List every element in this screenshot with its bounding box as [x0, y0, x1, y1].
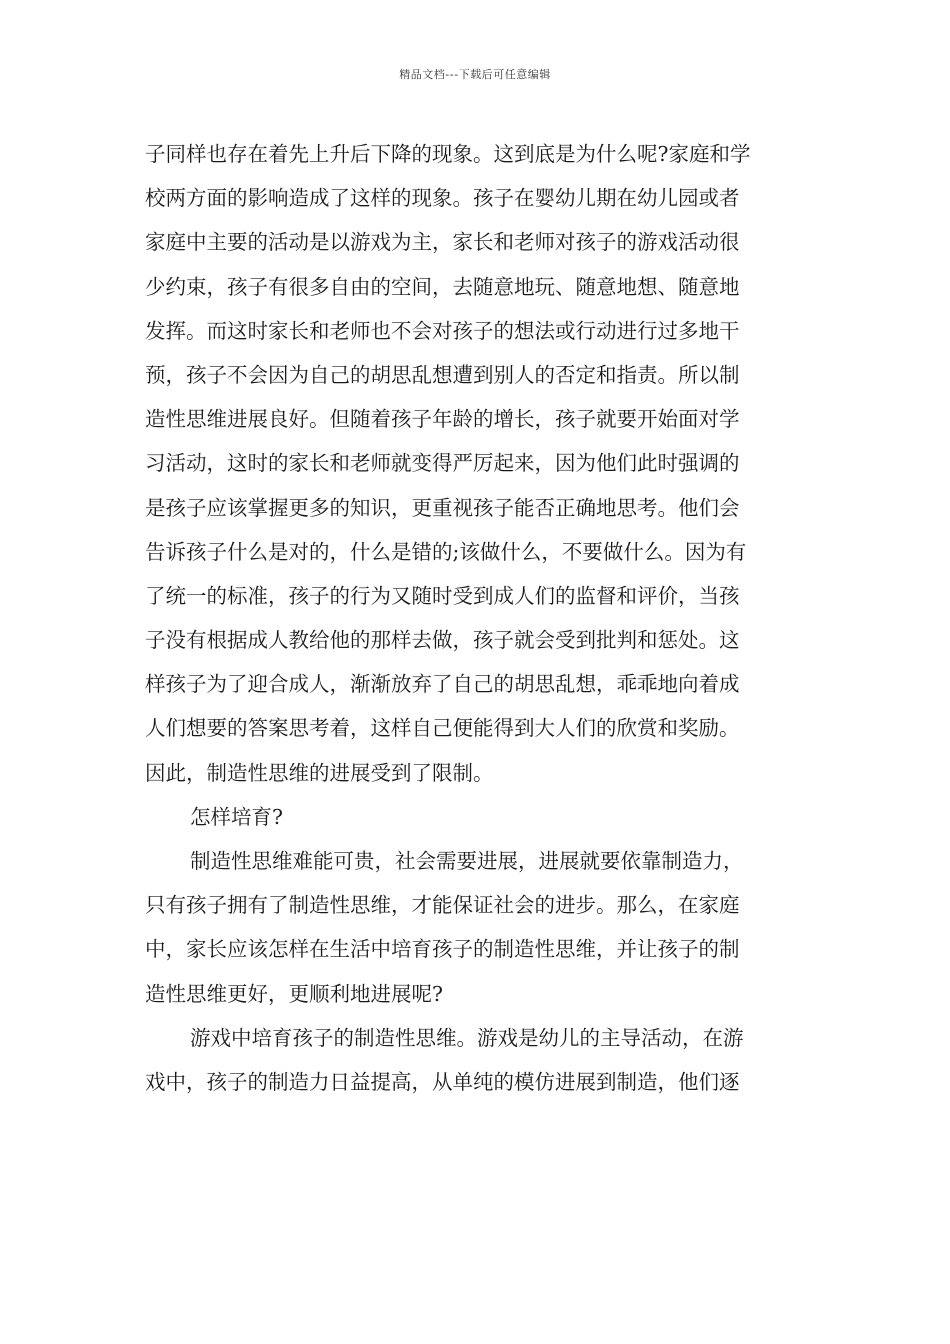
text-line: 了统一的标准，孩子的行为又随时受到成人们的监督和评价，当孩	[145, 583, 740, 608]
text-line: 校两方面的影响造成了这样的现象。孩子在婴幼儿期在幼儿园或者	[145, 186, 740, 211]
text-line: 游戏中培育孩子的制造性思维。游戏是幼儿的主导活动，在游	[190, 1025, 744, 1050]
text-line: 习活动，这时的家长和老师就变得严厉起来，因为他们此时强调的	[145, 451, 740, 476]
text-line: 造性思维更好，更顺利地进展呢?	[145, 981, 443, 1006]
text-line: 预，孩子不会因为自己的胡思乱想遭到别人的否定和指责。所以制	[145, 362, 740, 387]
text-line: 因此，制造性思维的进展受到了限制。	[145, 760, 494, 785]
section-heading: 怎样培育?	[190, 804, 283, 829]
text-line: 发挥。而这时家长和老师也不会对孩子的想法或行动进行过多地干	[145, 318, 740, 343]
text-line: 戏中，孩子的制造力日益提高，从单纯的模仿进展到制造，他们逐	[145, 1069, 740, 1094]
text-line: 家庭中主要的活动是以游戏为主，家长和老师对孩子的游戏活动很	[145, 230, 740, 255]
text-line: 制造性思维难能可贵，社会需要进展，进展就要依靠制造力，	[190, 849, 744, 873]
body-text	[145, 132, 810, 1104]
page-header: 精品文档---下载后可任意编辑	[399, 68, 551, 81]
text-line: 样孩子为了迎合成人，渐渐放弃了自己的胡思乱想，乖乖地向着成	[145, 672, 740, 697]
text-line: 中，家长应该怎样在生活中培育孩子的制造性思维，并让孩子的制	[145, 937, 740, 962]
text-line: 人们想要的答案思考着，这样自己便能得到大人们的欣赏和奖励。	[145, 716, 740, 741]
text-line: 造性思维进展良好。但随着孩子年龄的增长，孩子就要开始面对学	[145, 407, 740, 432]
text-line: 少约束，孩子有很多自由的空间，去随意地玩、随意地想、随意地	[145, 274, 740, 299]
text-line: 是孩子应该掌握更多的知识，更重视孩子能否正确地思考。他们会	[145, 495, 740, 520]
text-line: 子同样也存在着先上升后下降的现象。这到底是为什么呢?家庭和学	[145, 142, 751, 166]
text-line: 只有孩子拥有了制造性思维，才能保证社会的进步。那么，在家庭	[145, 893, 740, 918]
text-line: 子没有根据成人教给他的那样去做，孩子就会受到批判和惩处。这	[145, 628, 740, 653]
text-line: 告诉孩子什么是对的，什么是错的;该做什么，不要做什么。因为有	[145, 539, 747, 564]
